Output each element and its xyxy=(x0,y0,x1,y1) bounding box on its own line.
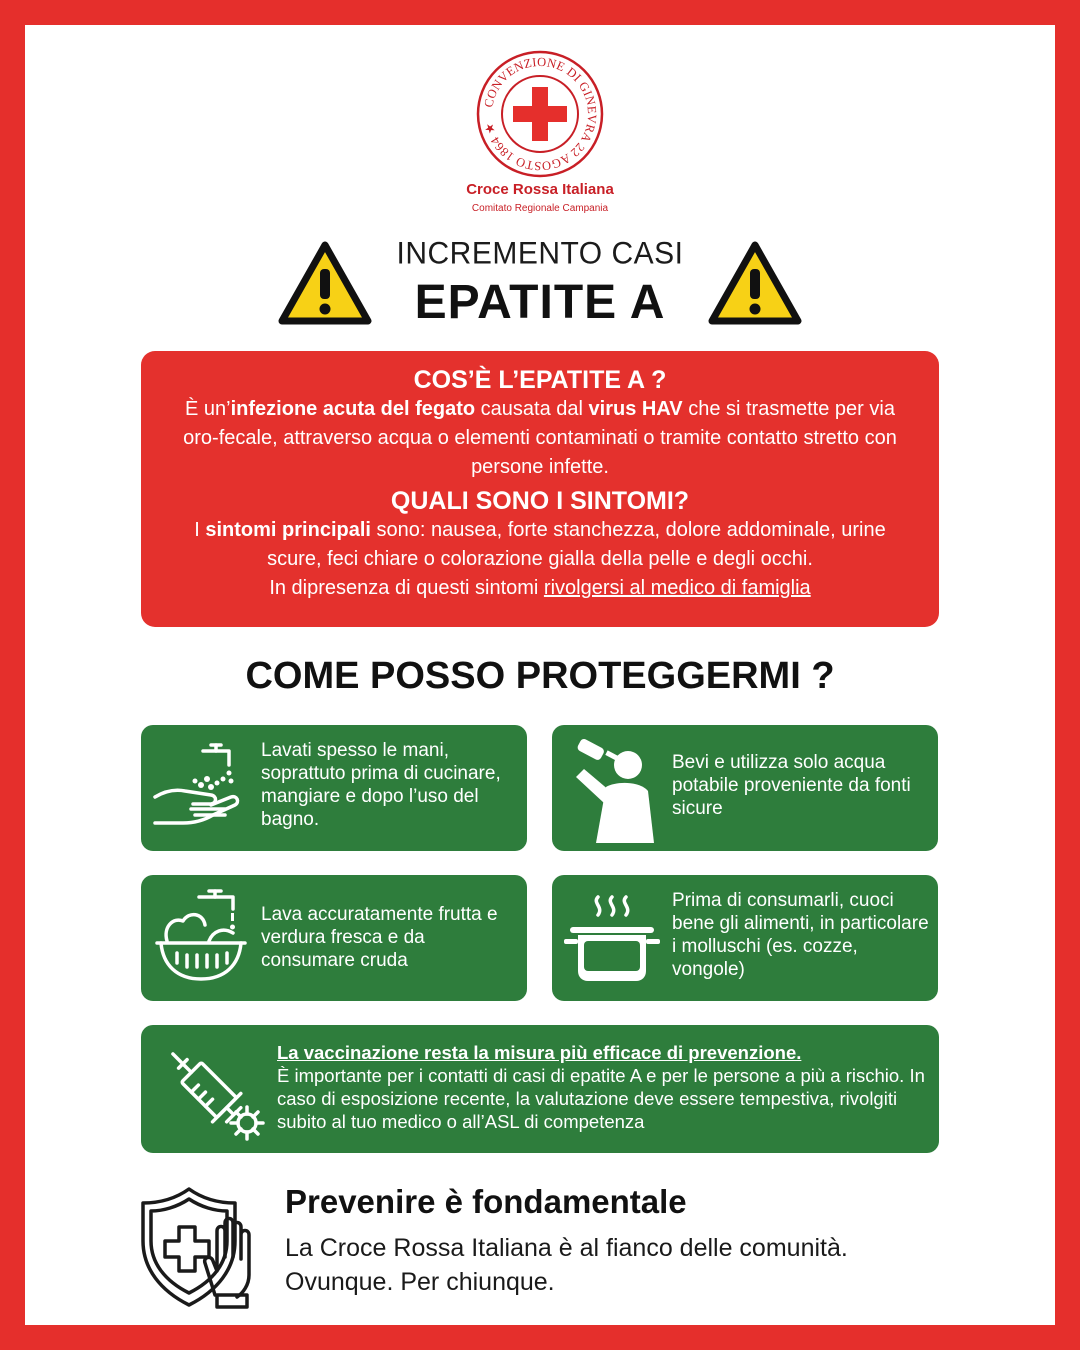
answer-what-is: È un’infezione acuta del fegato causata dal virus HAV che si trasmette per via oro-fecale, attraverso acqua o elementi contaminati o tramite contatto stretto con persone infette. xyxy=(183,398,897,478)
cooking-pot-icon xyxy=(564,893,660,983)
vaccine-lead: La vaccinazione resta la misura più efficace di prevenzione. xyxy=(277,1042,802,1063)
tip-text: Lavati spesso le mani, soprattuto prima di cucinare, mangiare e dopo l’uso del bagno. xyxy=(261,740,501,830)
question-symptoms: QUALI SONO I SINTOMI? xyxy=(390,487,690,515)
org-name: Croce Rossa Italiana xyxy=(466,181,614,198)
poster xyxy=(25,25,1055,1325)
footer-title: Prevenire è fondamentale xyxy=(285,1183,687,1220)
wash-vegetables-icon xyxy=(153,887,249,987)
health-shield-glove-icon xyxy=(137,1185,267,1310)
tip-card-safe-water xyxy=(552,725,938,851)
hand-wash-icon xyxy=(151,739,251,835)
red-cross-emblem-icon xyxy=(475,49,605,179)
emblem-ring-text: CONVENZIONE DI GINEVRA 22 AGOSTO 1864 ★ xyxy=(481,54,600,174)
headline-line1: INCREMENTO CASI xyxy=(396,236,684,271)
vaccine-syringe-icon xyxy=(159,1035,269,1145)
footer-text: La Croce Rossa Italiana è al fianco delle comunità. Ovunque. Per chiunque. xyxy=(285,1234,848,1296)
section-title: COME POSSO PROTEGGERMI ? xyxy=(245,655,835,697)
tip-text: Lava accuratamente frutta e verdura fresca e da consumare cruda xyxy=(261,904,498,971)
tip-card-cook-food xyxy=(552,875,938,1001)
tip-card-vaccination xyxy=(141,1025,939,1153)
vaccine-text: È importante per i contatti di casi di epatite A e per le persone a più a rischio. In caso di esposizione recente, la valutazione deve essere tempestiva, rivolgiti subito al tuo medico o all’ASL di competenza xyxy=(277,1065,925,1132)
answer-symptoms: I sintomi principali sono: nausea, forte stanchezza, dolore addominale, urine scure, feci chiare o colorazione gialla della pelle e degli occhi. In dipresenza di questi sintomi rivolgersi al medico di famiglia xyxy=(194,519,886,599)
info-box xyxy=(141,351,939,627)
tip-card-hand-washing xyxy=(141,725,527,851)
family-doctor-link: rivolgersi al medico di famiglia xyxy=(543,577,811,599)
drinking-water-icon xyxy=(566,735,656,843)
headline-line2: EPATITE A xyxy=(414,276,666,329)
tip-text: Bevi e utilizza solo acqua potabile proveniente da fonti sicure xyxy=(672,752,911,819)
question-what-is: COS’È L’EPATITE A ? xyxy=(413,366,667,394)
org-subtitle: Comitato Regionale Campania xyxy=(471,203,609,214)
tip-card-wash-vegetables xyxy=(141,875,527,1001)
tip-text: Prima di consumarli, cuoci bene gli alimenti, in particolare i molluschi (es. cozze, vongole) xyxy=(672,890,929,980)
